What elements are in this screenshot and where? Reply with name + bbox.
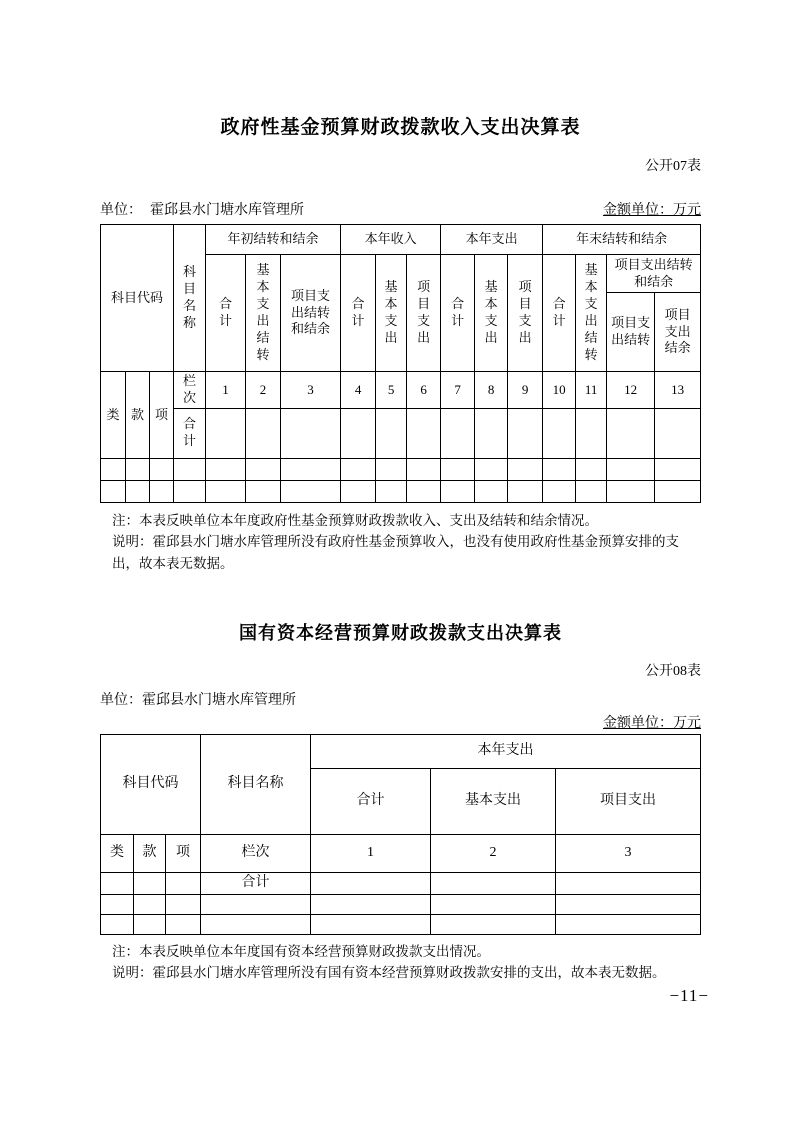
table1-unit-row bbox=[100, 199, 701, 219]
basic-expense-text: 基本支出 bbox=[384, 279, 398, 345]
empty-cell bbox=[134, 914, 166, 934]
page-content bbox=[100, 112, 701, 984]
empty-cell bbox=[441, 408, 475, 458]
empty-cell bbox=[166, 894, 201, 914]
table2-explanation: 说明：霍邱县水门塘水库管理所没有国有资本经营预算财政拨款安排的支出，故本表无数据。 bbox=[112, 965, 666, 981]
empty-cell bbox=[311, 914, 431, 934]
header-group-begin-balance: 年初结转和结余 bbox=[206, 225, 341, 255]
empty-cell bbox=[431, 894, 556, 914]
column-index-text: 栏次 bbox=[183, 373, 197, 405]
table1-note: 注：本表反映单位本年度政府性基金预算财政拨款收入、支出及结转和结余情况。 bbox=[112, 512, 598, 528]
table2-form-label: 公开08表 bbox=[645, 663, 701, 679]
header-project-expense bbox=[407, 255, 441, 372]
col-number: 13 bbox=[655, 372, 701, 409]
empty-cell bbox=[407, 458, 441, 480]
code-section-cell: 款 bbox=[134, 834, 166, 872]
col-number: 2 bbox=[246, 372, 281, 409]
empty-cell bbox=[166, 872, 201, 894]
empty-cell bbox=[556, 872, 701, 894]
empty-cell bbox=[101, 914, 134, 934]
empty-cell bbox=[556, 914, 701, 934]
empty-cell bbox=[508, 458, 543, 480]
unit-label: 单位： bbox=[100, 692, 142, 708]
empty-cell bbox=[441, 480, 475, 502]
total-text: 合计 bbox=[451, 296, 465, 328]
empty-cell bbox=[376, 480, 407, 502]
header-project-balance bbox=[655, 293, 701, 372]
header-project-carryover-balance-group bbox=[607, 255, 701, 293]
total-text: 合计 bbox=[219, 296, 233, 328]
total-row-text: 合计 bbox=[183, 416, 197, 449]
empty-cell bbox=[607, 408, 655, 458]
header-subject-code: 科目代码 bbox=[101, 225, 174, 372]
empty-cell bbox=[201, 894, 311, 914]
col-number: 5 bbox=[376, 372, 407, 409]
empty-cell bbox=[174, 480, 206, 502]
header-group-year-income: 本年收入 bbox=[341, 225, 441, 255]
table2-amount-unit-row bbox=[100, 712, 701, 732]
empty-cell bbox=[576, 458, 607, 480]
project-expense-text: 项目支出 bbox=[518, 279, 532, 345]
t2-total-row bbox=[101, 872, 701, 894]
t2-header-row-1 bbox=[101, 734, 701, 768]
table2-notes bbox=[100, 941, 701, 984]
unit-name: 霍邱县水门塘水库管理所 bbox=[142, 692, 296, 708]
header-total bbox=[341, 255, 376, 372]
basic-carryover-text: 基本支出结转 bbox=[584, 262, 598, 362]
header-total bbox=[543, 255, 576, 372]
header-basic-carryover bbox=[246, 255, 281, 372]
empty-cell bbox=[174, 458, 206, 480]
col-number: 6 bbox=[407, 372, 441, 409]
header-total bbox=[441, 255, 475, 372]
table2-unit bbox=[100, 689, 701, 709]
empty-cell bbox=[543, 458, 576, 480]
empty-cell bbox=[134, 894, 166, 914]
table1-explanation: 说明：霍邱县水门塘水库管理所没有政府性基金预算收入，也没有使用政府性基金预算安排的支出，故本表无数据。 bbox=[112, 534, 679, 571]
t2-empty-row bbox=[101, 894, 701, 914]
col-number: 3 bbox=[281, 372, 341, 409]
header-subject-name bbox=[174, 225, 206, 372]
basic-expense-text: 基本支出 bbox=[484, 279, 498, 345]
empty-cell bbox=[543, 408, 576, 458]
empty-cell bbox=[341, 458, 376, 480]
empty-cell bbox=[475, 408, 508, 458]
col-number: 1 bbox=[311, 834, 431, 872]
empty-cell bbox=[246, 458, 281, 480]
table2-title: 国有资本经营预算财政拨款支出决算表 bbox=[239, 622, 562, 643]
header-subject-code: 科目代码 bbox=[101, 734, 201, 834]
empty-cell bbox=[101, 458, 126, 480]
total-text: 合计 bbox=[552, 296, 566, 328]
project-carryover-text: 项目支出结转 bbox=[611, 315, 651, 347]
empty-cell bbox=[508, 408, 543, 458]
column-index-label bbox=[174, 372, 206, 409]
project-carryover-balance-text: 项目支出结转和结余 bbox=[614, 256, 693, 289]
empty-cell bbox=[101, 872, 134, 894]
t1-total-row bbox=[101, 408, 701, 458]
empty-cell bbox=[441, 458, 475, 480]
total-row-label: 合计 bbox=[201, 872, 311, 894]
header-project-expense: 项目支出 bbox=[556, 768, 701, 834]
empty-cell bbox=[407, 480, 441, 502]
total-row-label bbox=[174, 408, 206, 458]
empty-cell bbox=[341, 408, 376, 458]
empty-cell bbox=[150, 458, 174, 480]
table1-title: 政府性基金预算财政拨款收入支出决算表 bbox=[220, 117, 581, 138]
project-expense-text: 项目支出 bbox=[417, 279, 431, 345]
empty-cell bbox=[206, 458, 246, 480]
empty-cell bbox=[246, 408, 281, 458]
header-project-carryover bbox=[607, 293, 655, 372]
header-total: 合计 bbox=[311, 768, 431, 834]
empty-cell bbox=[281, 458, 341, 480]
t1-empty-row bbox=[101, 480, 701, 502]
empty-cell bbox=[655, 480, 701, 502]
empty-cell bbox=[508, 480, 543, 502]
code-section-cell: 款 bbox=[126, 372, 150, 459]
empty-cell bbox=[556, 894, 701, 914]
header-group-year-expense: 本年支出 bbox=[441, 225, 543, 255]
empty-cell bbox=[475, 458, 508, 480]
empty-cell bbox=[311, 872, 431, 894]
col-number: 9 bbox=[508, 372, 543, 409]
page-number: −11− bbox=[669, 986, 709, 1005]
col-number: 7 bbox=[441, 372, 475, 409]
header-project-expense bbox=[508, 255, 543, 372]
project-balance-text: 项目支出结余 bbox=[664, 306, 691, 356]
col-number: 1 bbox=[206, 372, 246, 409]
table1-amount-unit: 金额单位：万元 bbox=[603, 203, 701, 218]
col-number: 2 bbox=[431, 834, 556, 872]
project-carryover-balance-text: 项目支出结转和结余 bbox=[291, 287, 331, 337]
t2-column-index-row bbox=[101, 834, 701, 872]
gov-fund-budget-table bbox=[100, 224, 701, 503]
col-number: 12 bbox=[607, 372, 655, 409]
col-number: 10 bbox=[543, 372, 576, 409]
empty-cell bbox=[543, 480, 576, 502]
empty-cell bbox=[201, 914, 311, 934]
empty-cell bbox=[150, 480, 174, 502]
header-group-end-balance: 年末结转和结余 bbox=[543, 225, 701, 255]
t1-empty-row bbox=[101, 458, 701, 480]
empty-cell bbox=[655, 458, 701, 480]
header-basic-expense bbox=[475, 255, 508, 372]
empty-cell bbox=[281, 408, 341, 458]
empty-cell bbox=[101, 480, 126, 502]
unit-label: 单位： bbox=[100, 203, 142, 218]
empty-cell bbox=[376, 408, 407, 458]
empty-cell bbox=[431, 914, 556, 934]
empty-cell bbox=[206, 480, 246, 502]
header-subject-name: 科目名称 bbox=[201, 734, 311, 834]
empty-cell bbox=[311, 894, 431, 914]
empty-cell bbox=[281, 480, 341, 502]
empty-cell bbox=[101, 894, 134, 914]
empty-cell bbox=[655, 408, 701, 458]
t1-header-row-1 bbox=[101, 225, 701, 255]
code-item-cell: 项 bbox=[150, 372, 174, 459]
code-class-cell: 类 bbox=[101, 834, 134, 872]
table1-form-label: 公开07表 bbox=[645, 159, 701, 174]
total-text: 合计 bbox=[351, 296, 365, 328]
table2-note: 注：本表反映单位本年度国有资本经营预算财政拨款支出情况。 bbox=[112, 943, 490, 959]
empty-cell bbox=[246, 480, 281, 502]
code-class-cell: 类 bbox=[101, 372, 126, 459]
empty-cell bbox=[376, 458, 407, 480]
unit-name: 霍邱县水门塘水库管理所 bbox=[150, 203, 304, 218]
empty-cell bbox=[407, 408, 441, 458]
header-basic-expense bbox=[376, 255, 407, 372]
t1-column-index-row bbox=[101, 372, 701, 409]
header-project-carryover-balance bbox=[281, 255, 341, 372]
header-group-year-expense: 本年支出 bbox=[311, 734, 701, 768]
col-number: 4 bbox=[341, 372, 376, 409]
empty-cell bbox=[206, 408, 246, 458]
column-index-label: 栏次 bbox=[201, 834, 311, 872]
subject-name-text: 科目名称 bbox=[183, 264, 197, 330]
empty-cell bbox=[126, 480, 150, 502]
empty-cell bbox=[607, 480, 655, 502]
empty-cell bbox=[576, 408, 607, 458]
empty-cell bbox=[431, 872, 556, 894]
header-basic-expense: 基本支出 bbox=[431, 768, 556, 834]
empty-cell bbox=[607, 458, 655, 480]
table1-unit bbox=[100, 199, 304, 219]
basic-carryover-text: 基本支出结转 bbox=[256, 262, 270, 362]
t2-empty-row bbox=[101, 914, 701, 934]
empty-cell bbox=[134, 872, 166, 894]
state-capital-budget-table bbox=[100, 734, 701, 935]
header-total bbox=[206, 255, 246, 372]
col-number: 3 bbox=[556, 834, 701, 872]
empty-cell bbox=[126, 458, 150, 480]
empty-cell bbox=[166, 914, 201, 934]
table2-amount-unit: 金额单位：万元 bbox=[603, 715, 701, 731]
empty-cell bbox=[576, 480, 607, 502]
col-number: 8 bbox=[475, 372, 508, 409]
code-item-cell: 项 bbox=[166, 834, 201, 872]
col-number: 11 bbox=[576, 372, 607, 409]
empty-cell bbox=[475, 480, 508, 502]
header-basic-carryover bbox=[576, 255, 607, 372]
empty-cell bbox=[341, 480, 376, 502]
table1-notes bbox=[100, 510, 701, 575]
